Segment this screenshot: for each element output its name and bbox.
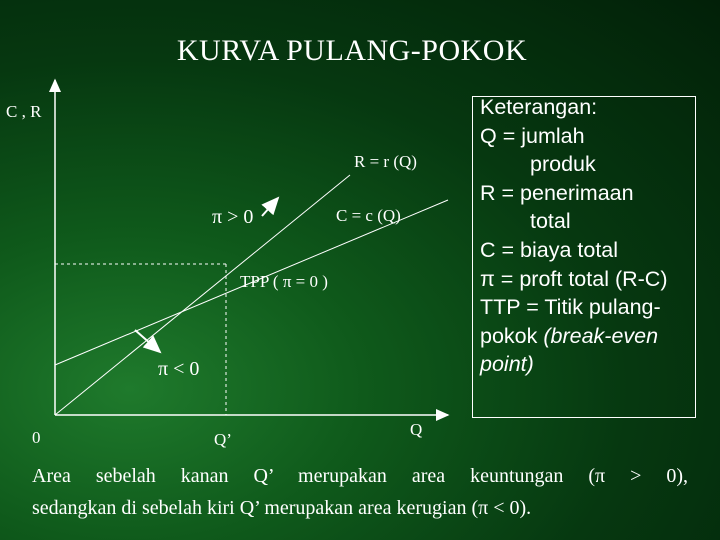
legend-line-italic: (break-even xyxy=(543,323,659,348)
profit-positive-label: π > 0 xyxy=(212,206,254,228)
legend-line: π = proft total (R-C) xyxy=(480,266,668,291)
legend-line xyxy=(480,322,710,351)
legend-line: C = biaya total xyxy=(480,237,619,262)
legend-line: R = penerimaan xyxy=(480,180,634,205)
legend-line: TTP = Titik pulang- xyxy=(480,295,661,320)
legend-line: Q = jumlah xyxy=(480,123,585,148)
legend-text xyxy=(480,93,710,379)
legend-line: total xyxy=(530,209,571,234)
origin-label: 0 xyxy=(32,428,41,447)
profit-area-arrow xyxy=(262,198,278,216)
x-axis-label: Q xyxy=(410,420,423,439)
explanation-line-2: sedangkan di sebelah kiri Q’ merupakan area kerugian (π < 0). xyxy=(32,497,532,519)
q-prime-label: Q’ xyxy=(214,430,232,449)
y-axis-label: C , R xyxy=(6,102,42,121)
break-even-point-label: TPP ( π = 0 ) xyxy=(240,272,328,291)
profit-negative-label: π < 0 xyxy=(158,358,200,380)
legend-line-part: pokok xyxy=(480,323,538,348)
legend-line xyxy=(480,350,710,379)
loss-area-arrow xyxy=(135,330,160,352)
legend-heading: Keterangan: xyxy=(480,95,598,119)
explanation-text xyxy=(32,460,688,524)
explanation-line-1: Area sebelah kanan Q’ merupakan area keuntungan (π > 0), xyxy=(32,465,688,487)
cost-line-label: C = c (Q) xyxy=(336,206,401,225)
revenue-line xyxy=(55,175,350,415)
revenue-line-label: R = r (Q) xyxy=(354,152,417,171)
legend-line: produk xyxy=(530,152,596,177)
legend-line-italic: point) xyxy=(480,352,534,377)
page-title: KURVA PULANG-POKOK xyxy=(176,34,528,67)
